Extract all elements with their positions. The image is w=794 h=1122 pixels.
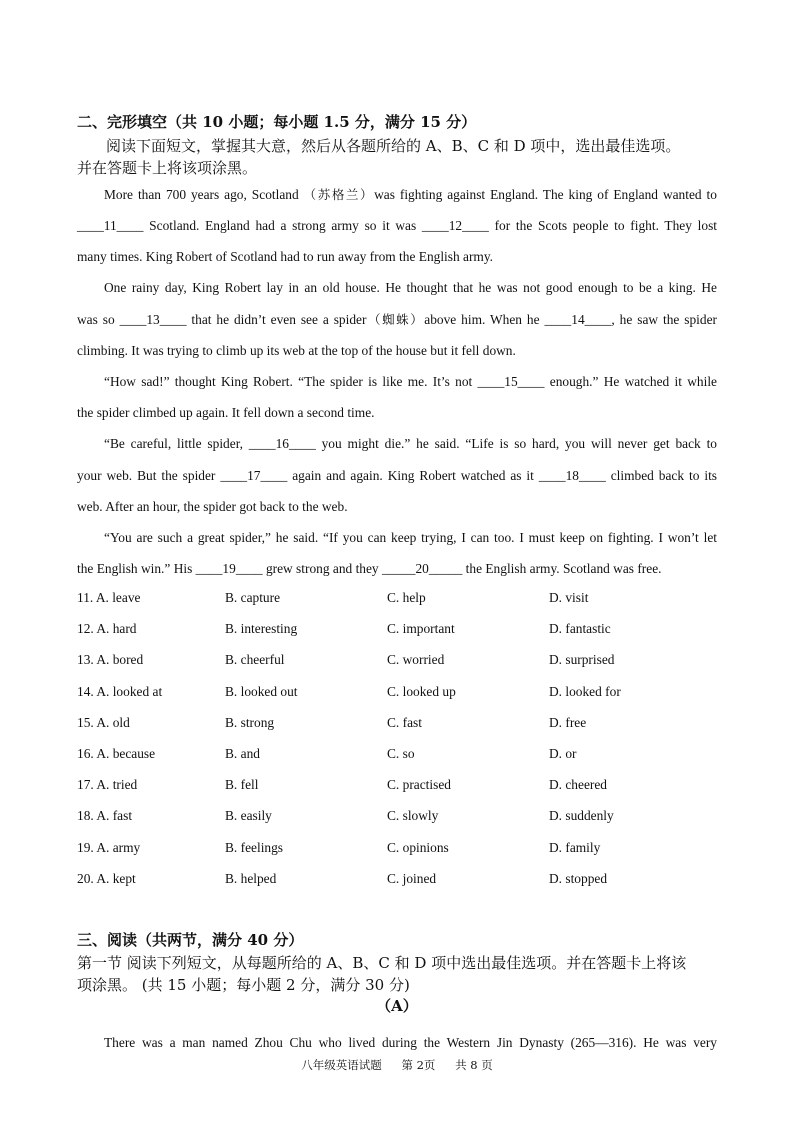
footer-page-number: 第 2页 xyxy=(401,1058,436,1072)
question-15-options xyxy=(77,715,717,746)
page-footer xyxy=(0,1057,794,1073)
gloss-text: （苏格兰） xyxy=(303,187,375,202)
passage-line: your web. But the spider ____17____ again and again. King Robert watched as it ____18____ climbed back to its xyxy=(77,468,717,483)
option-c: C. help xyxy=(387,590,426,605)
section-3-heading: 三、阅读（共两节，满分 40 分） xyxy=(77,931,304,949)
option-a: 11. A. leave xyxy=(77,590,141,605)
option-a: 20. A. kept xyxy=(77,870,136,886)
question-16-options xyxy=(77,746,717,777)
option-d: D. visit xyxy=(549,590,589,605)
option-b: B. helped xyxy=(225,870,277,886)
question-20-options xyxy=(77,871,717,902)
passage-line: “How sad!” thought King Robert. “The spider is like me. It’s not ____15____ enough.” He watched it while xyxy=(104,374,717,389)
option-b: B. looked out xyxy=(225,683,298,699)
passage-line: many times. King Robert of Scotland had to run away from the English army. xyxy=(77,249,494,264)
option-c: C. so xyxy=(387,745,415,761)
passage-line: web. After an hour, the spider got back to the web. xyxy=(77,499,348,514)
question-19-options xyxy=(77,840,717,871)
question-12-options xyxy=(77,621,717,652)
option-c: C. important xyxy=(387,621,455,637)
question-13-options xyxy=(77,652,717,683)
gloss-text: （蜘蛛） xyxy=(366,312,425,327)
section-2-instruction-line-1: 阅读下面短文，掌握其大意，然后从各题所给的 A、B、C 和 D 项中，选出最佳选项。 xyxy=(106,137,681,155)
option-a: 12. A. hard xyxy=(77,621,137,637)
section-2-instruction-line-2: 并在答题卡上将该项涂黑。 xyxy=(77,159,258,177)
option-c: C. slowly xyxy=(387,808,439,824)
option-d: D. suddenly xyxy=(549,808,614,824)
option-d: D. cheered xyxy=(549,777,607,793)
options-list xyxy=(77,590,717,902)
question-14-options xyxy=(77,684,717,715)
option-a: 16. A. because xyxy=(77,745,156,761)
question-18-options xyxy=(77,808,717,839)
option-b: B. strong xyxy=(225,714,275,730)
passage-line: There was a man named Zhou Chu who lived during the Western Jin Dynasty (265—316). He was very xyxy=(104,1035,717,1050)
option-b: B. capture xyxy=(225,590,281,605)
question-11-options xyxy=(77,590,717,621)
option-c: C. opinions xyxy=(387,839,449,855)
passage-line: the English win.” His ____19____ grew strong and they _____20_____ the English army. Scotland was free. xyxy=(77,561,662,576)
option-d: D. stopped xyxy=(549,870,608,886)
option-a: 15. A. old xyxy=(77,714,130,730)
footer-total-pages: 共 8 页 xyxy=(455,1058,493,1072)
option-a: 14. A. looked at xyxy=(77,683,163,699)
passage-line: the spider climbed up again. It fell down a second time. xyxy=(77,405,375,420)
option-c: C. practised xyxy=(387,777,451,793)
passage-line: One rainy day, King Robert lay in an old house. He thought that he was not good enough to be a king. He xyxy=(104,280,717,295)
option-c: C. worried xyxy=(387,652,445,668)
passage-text: above him. When he ____14____, he saw the spider xyxy=(424,312,717,327)
option-a: 18. A. fast xyxy=(77,808,133,824)
passage-text: was so ____13____ that he didn’t even see a spider xyxy=(77,312,367,327)
option-a: 13. A. bored xyxy=(77,652,144,668)
passage-line: ____11____ Scotland. England had a strong army so it was ____12____ for the Scots people to fight. They lost xyxy=(77,218,717,233)
option-d: D. fantastic xyxy=(549,621,611,637)
passage-text: was fighting against England. The king of England wanted to xyxy=(374,187,717,202)
option-d: D. looked for xyxy=(549,683,621,699)
passage-line: “Be careful, little spider, ____16____ you might die.” he said. “Life is so hard, you will never get back to xyxy=(104,436,717,451)
option-b: B. interesting xyxy=(225,621,298,637)
passage-line xyxy=(77,310,717,330)
section-2-heading: 二、完形填空（共 10 小题；每小题 1.5 分，满分 15 分） xyxy=(77,113,477,131)
footer-exam-title: 八年级英语试题 xyxy=(301,1058,382,1072)
option-b: B. cheerful xyxy=(225,652,285,668)
option-d: D. family xyxy=(549,839,601,855)
passage-line: climbing. It was trying to climb up its web at the top of the house but it fell down. xyxy=(77,343,516,358)
option-d: D. surprised xyxy=(549,652,615,668)
option-b: B. fell xyxy=(225,777,259,793)
section-3-instruction-line-2: 项涂黑。 (共 15 小题；每小题 2 分，满分 30 分) xyxy=(77,976,410,994)
option-d: D. free xyxy=(549,714,587,730)
option-a: 19. A. army xyxy=(77,839,141,855)
passage-a-label: （A） xyxy=(376,997,418,1015)
option-d: D. or xyxy=(549,745,577,761)
option-a: 17. A. tried xyxy=(77,777,138,793)
option-c: C. looked up xyxy=(387,683,456,699)
option-c: C. fast xyxy=(387,714,422,730)
option-b: B. easily xyxy=(225,808,272,824)
section-3-instruction-line-1: 第一节 阅读下列短文，从每题所给的 A、B、C 和 D 项中选出最佳选项。并在答题卡上将该 xyxy=(77,954,687,972)
passage-line xyxy=(104,185,717,205)
question-17-options xyxy=(77,777,717,808)
option-b: B. feelings xyxy=(225,839,284,855)
passage-text: More than 700 years ago, Scotland xyxy=(104,187,299,202)
passage-line: “You are such a great spider,” he said. “If you can keep trying, I can too. I must keep on fighting. I won’t let xyxy=(104,530,717,545)
option-c: C. joined xyxy=(387,870,437,886)
option-b: B. and xyxy=(225,745,260,761)
